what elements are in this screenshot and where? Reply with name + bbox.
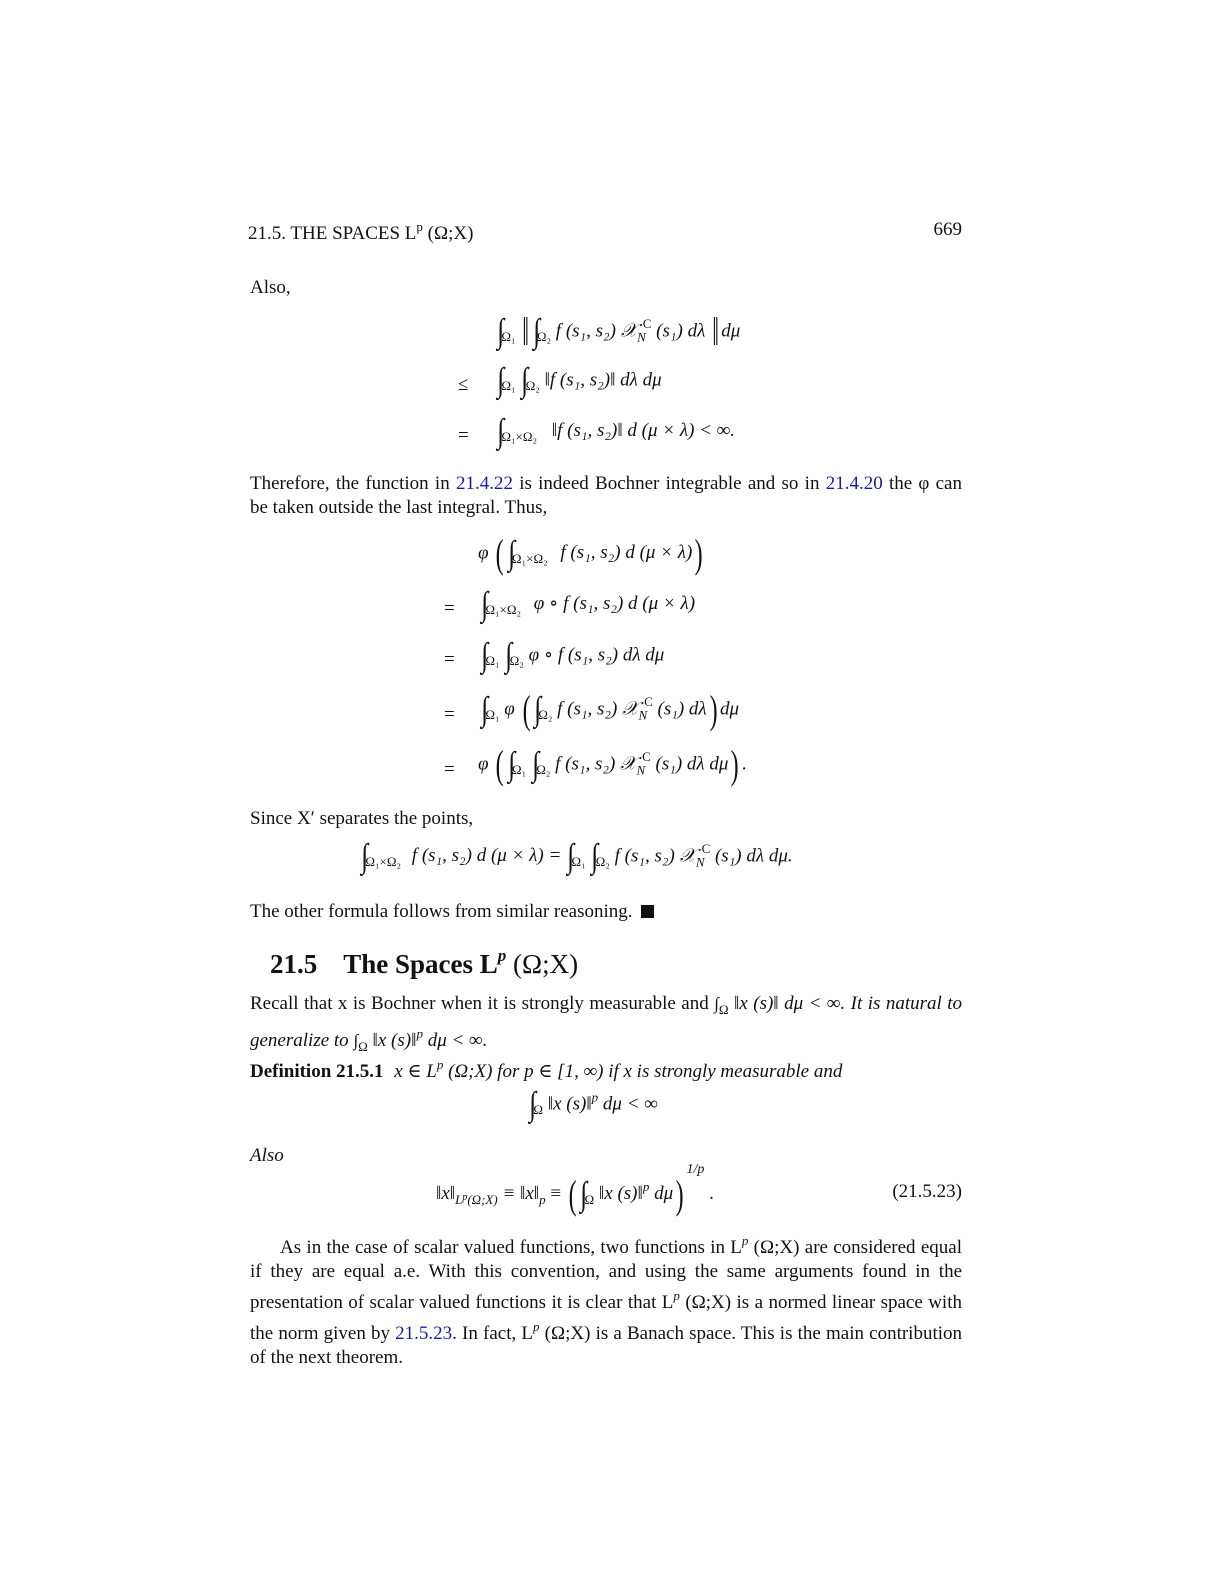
eq2-line3: $\int_{\Omega_1}$ $\int_{\Omega_2}$ φ ∘ f (s₁, s₂) dλ dμ — [481, 637, 665, 674]
header-section: 21.5. THE SPACES $L^p$ (Ω;X) — [248, 219, 474, 244]
definition-label: Definition 21.5.1 — [250, 1061, 384, 1082]
eq1-rel2: ≤ — [458, 374, 469, 395]
eq2-line4: $\int_{\Omega_1}$ φ ( $\int_{\Omega_2}$ f (s₁, s₂) 𝒳$_N^C$ (s₁) dλ) dμ — [481, 687, 740, 732]
definition-formula: $\int_\Omega$ ‖x (s)‖$^p$ dμ < ∞ — [529, 1086, 658, 1123]
page-number: 669 — [933, 219, 962, 240]
ref-21-4-20[interactable]: 21.4.20 — [825, 473, 883, 494]
qed-square-icon — [641, 905, 654, 918]
paragraph-final: As in the case of scalar valued functions, two functions in $L^p$ (Ω;X) are considered equal if they are equal a.e. With this convention, and using the same arguments found in the presentation of scalar valued functions it is clear that $L^p$ (Ω;X) is a normed linear space with the norm given by 21.5.23. In fact, $L^p$ (Ω;X) is a Banach space. This is the main contribution of the next theorem. — [250, 1233, 963, 1368]
eq2-line5: φ ( $\int_{\Omega_1}$ $\int_{\Omega_2}$ f (s₁, s₂) 𝒳$_N^C$ (s₁) dλ dμ) . — [478, 742, 747, 787]
eq2-rel2: = — [444, 598, 455, 619]
norm-formula: $‖x‖_Lp_{(\Omega;X)}$ ≡ $‖x‖_p$ ≡ ( $\int_\Omega$ ‖x (s)‖$^p$ dμ)$^{1/p}$ . — [436, 1162, 714, 1217]
ref-21-5-23[interactable]: 21.5.23 — [395, 1323, 453, 1344]
eq2-line1: φ ( $\int_{\Omega_1\times\Omega_2}$ f (s₁, s₂) d (μ × λ)) — [478, 531, 703, 576]
definition-21-5-1: Definition 21.5.1 x ∈ $L^p$ (Ω;X) for p ∈ [1, ∞) if x is strongly measurable and — [250, 1057, 843, 1082]
paragraph-recall: Recall that x is Bochner when it is strongly measurable and $\int_\Omega$ ‖x (s)‖ dμ < ∞. It is natural to generalize to $\int_\Omega$ ‖x (s)‖$^p$ dμ < ∞. — [250, 993, 963, 1054]
paragraph-also: Also, — [250, 277, 291, 298]
paragraph-therefore: Therefore, the function in 21.4.22 is indeed Bochner integrable and so in 21.4.20 the φ can be taken outside the last integral. Thus, — [250, 473, 962, 518]
eq2-rel5: = — [444, 759, 455, 780]
eq1-line3: $\int_{\Omega_1\times\Omega_2}$ ‖f (s₁, s₂)‖ d (μ × λ) < ∞. — [497, 413, 736, 450]
eq3: $\int_{\Omega_1\times\Omega_2}$ f (s₁, s₂) d $(\mu \times \lambda) = \int_{\Omega_1}$ $\int_{\Omega_2}$ f (s₁, s₂) 𝒳$_N^C$ (s₁) dλ dμ. — [361, 838, 793, 875]
paragraph-since: Since X′ separates the points, — [250, 808, 474, 829]
equation-number: (21.5.23) — [892, 1181, 962, 1202]
eq2-rel3: = — [444, 649, 455, 670]
eq1-line2: $\int_{\Omega_1}$ $\int_{\Omega_2}$ ‖f (s₁, s₂)‖ dλ dμ — [497, 362, 662, 399]
ref-21-4-22[interactable]: 21.4.22 — [455, 473, 513, 494]
definition-also: Also — [250, 1145, 284, 1166]
section-heading: 21.5 The Spaces $L^p$ (Ω;X) — [270, 946, 579, 979]
paragraph-other: The other formula follows from similar reasoning. — [250, 900, 654, 924]
eq1-line1: $\int_{\Omega_1}$ ‖ $\int_{\Omega_2}$ f (s₁, s₂) 𝒳$_N^C$ (s₁) dλ ‖ dμ — [497, 309, 741, 354]
eq1-rel3: = — [458, 425, 469, 446]
eq2-rel4: = — [444, 704, 455, 725]
eq2-line2: $\int_{\Omega_1\times\Omega_2}$ φ ∘ f (s₁, s₂) d (μ × λ) — [481, 586, 696, 623]
